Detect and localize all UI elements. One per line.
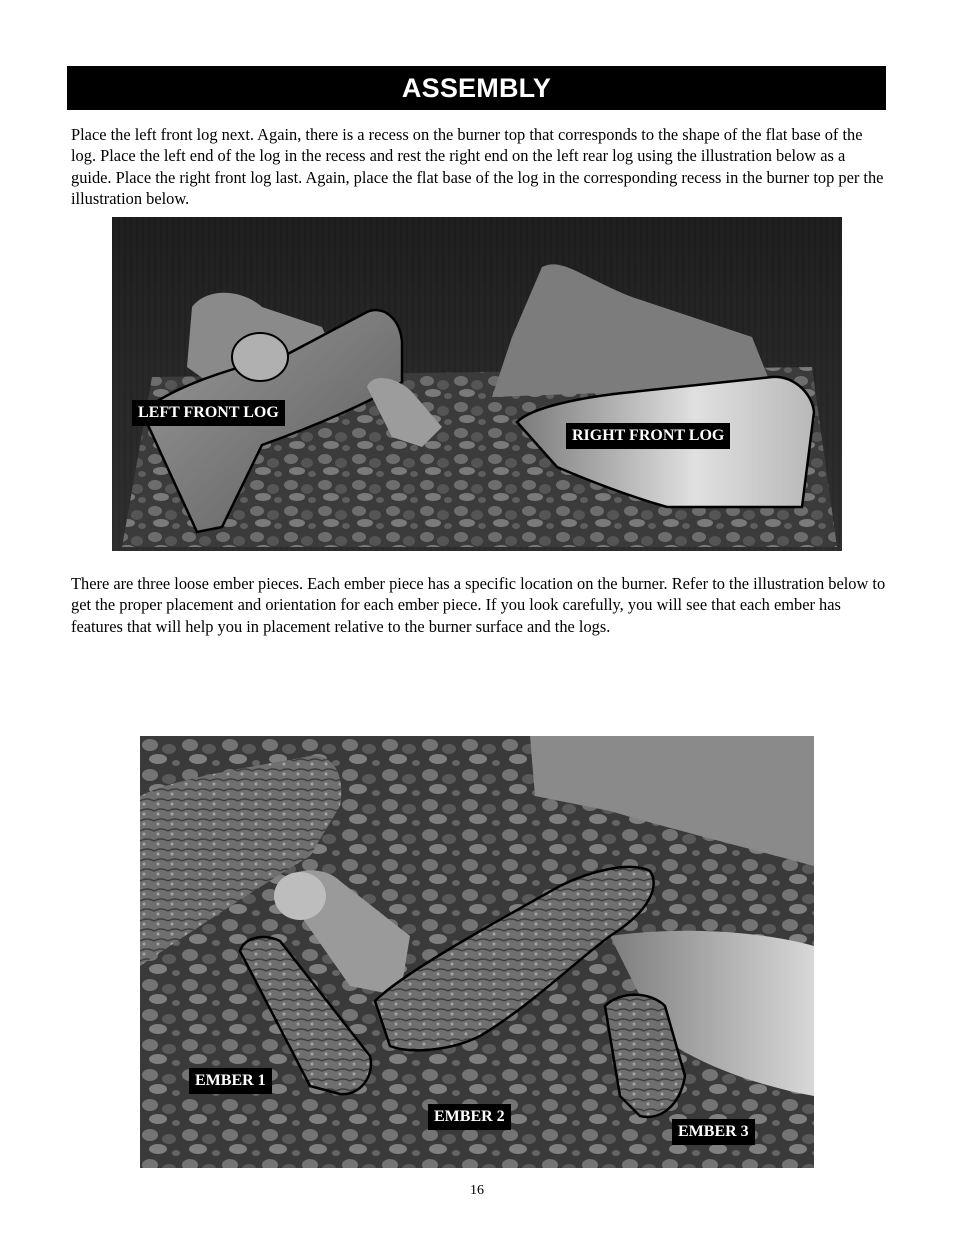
instruction-paragraph-embers: There are three loose ember pieces. Each ember piece has a specific location on the burner. Refer to the illustration below to get the proper placement and orientation for each ember piece. If you look carefully, you will see that each ember has features that will help you in placement relative to the burner surface and the logs.	[71, 574, 886, 636]
section-header-bar	[67, 66, 886, 110]
ember-2-label: EMBER 2	[428, 1104, 511, 1130]
left-front-log-label: LEFT FRONT LOG	[132, 400, 285, 426]
ember-3-label: EMBER 3	[672, 1119, 755, 1145]
ember-placement-photo	[140, 736, 814, 1168]
ember-1-label: EMBER 1	[189, 1068, 272, 1094]
log-placement-illustration	[112, 217, 842, 551]
log-placement-photo	[112, 217, 842, 551]
right-front-log-label: RIGHT FRONT LOG	[566, 423, 730, 449]
section-title: ASSEMBLY	[401, 72, 552, 103]
page-number: 16	[470, 1183, 484, 1198]
instruction-paragraph-logs: Place the left front log next. Again, there is a recess on the burner top that corresponds to the shape of the flat base of the log. Place the left end of the log in the recess and rest the right end on the left rear log using the illustration below as a guide. Place the right front log last. Again, place the flat base of the log in the corresponding recess in the burner top per the illustration below.	[71, 125, 884, 208]
